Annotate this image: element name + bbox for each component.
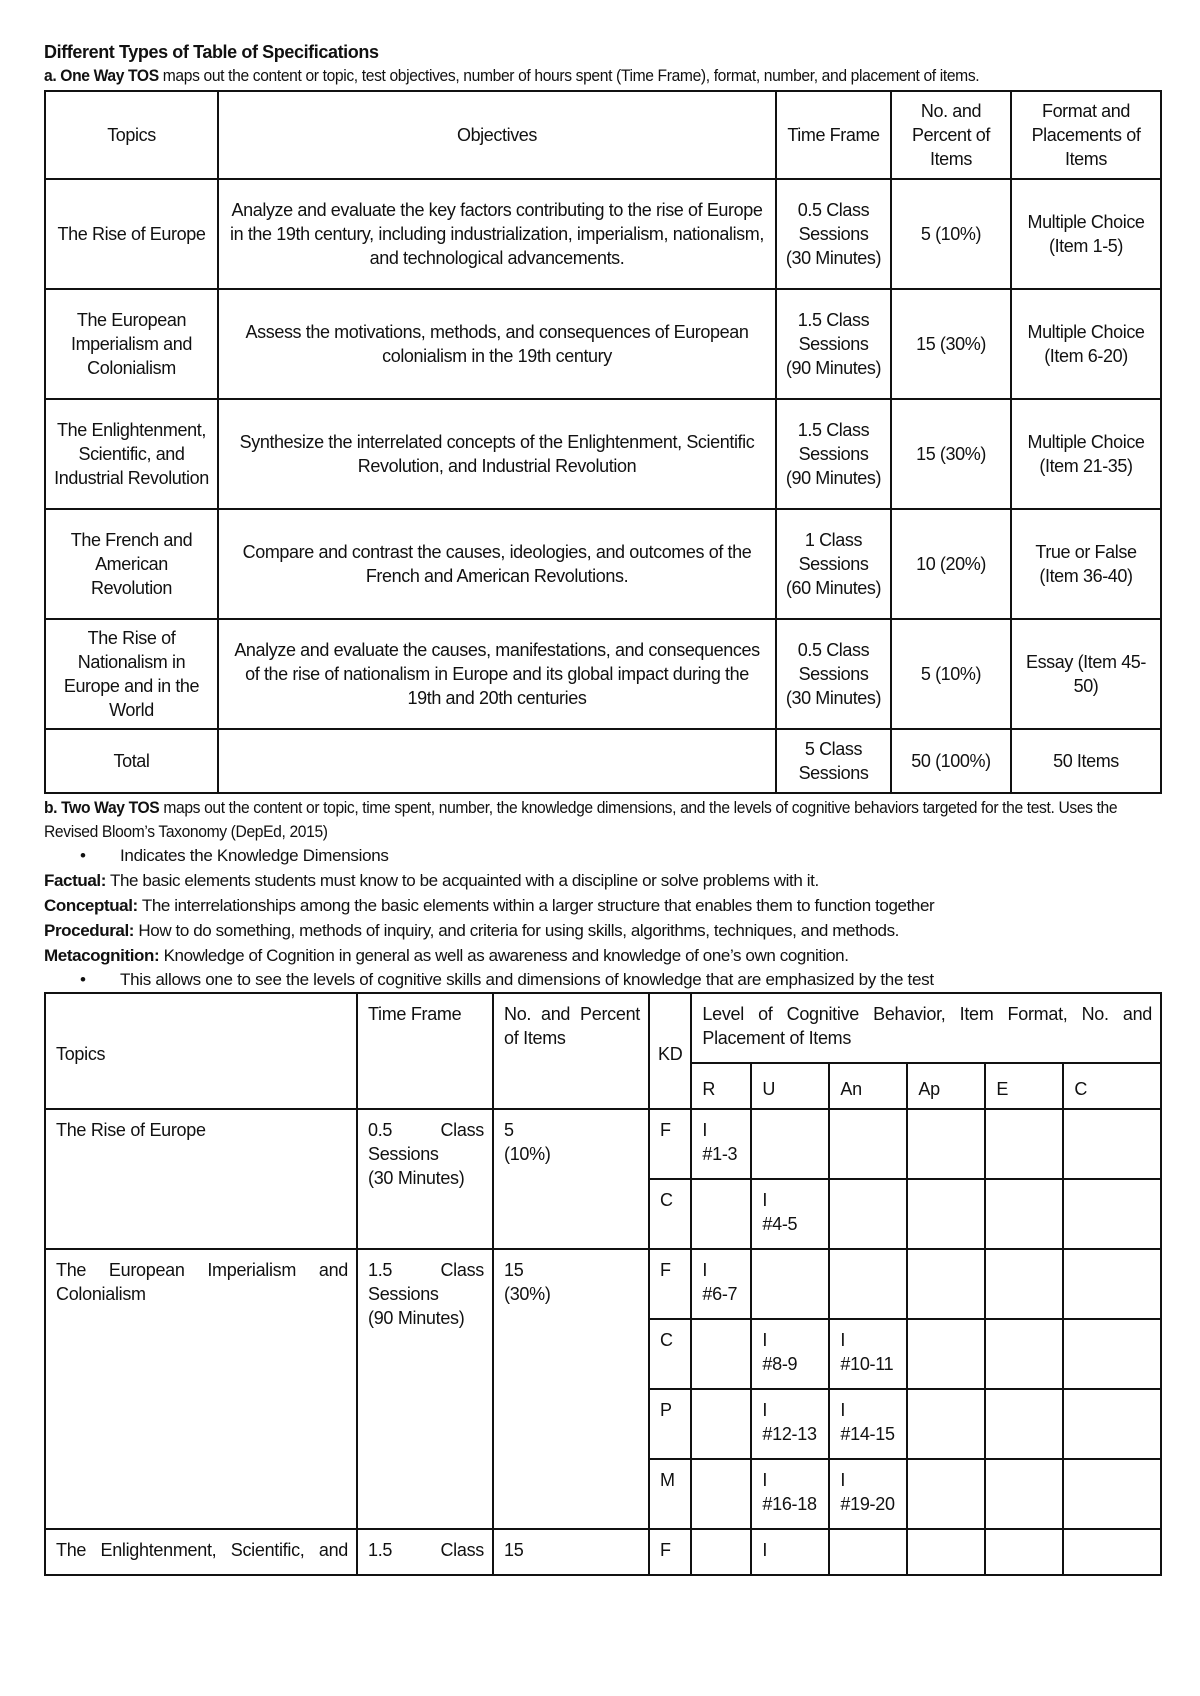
table-row [45,1529,1161,1575]
cell-level-an [829,1529,907,1575]
cell-level-r [691,1459,751,1529]
table-row [45,509,1161,619]
two-way-intro [44,796,1162,844]
table-header-row [45,993,1161,1063]
cell-level-r [691,1249,751,1319]
cell-time-frame: 1.5 Class Sessions (90 Minutes) [776,399,891,509]
cell-objective: Analyze and evaluate the causes, manifestations, and consequences of the rise of nationalism in Europe and its global impact during the 19th and 20th centuries [218,619,776,729]
cell-format: Essay (Item 45-50) [1011,619,1161,729]
time-unit: Class [440,1540,484,1560]
cell-objective: Synthesize the interrelated concepts of the Enlightenment, Scientific Revolution, and Industrial Revolution [218,399,776,509]
header-level-c: C [1063,1063,1161,1109]
cell-level-c [1063,1179,1161,1249]
cell-kd: P [649,1389,691,1459]
num-percent: (10%) [504,1144,551,1164]
cell-level-an [829,1109,907,1179]
cell-level-an [829,1249,907,1319]
definition-term: Factual: [44,871,106,890]
cell-total-label: Total [45,729,218,793]
cell-level-ap [907,1459,985,1529]
cell-topic [45,1249,357,1529]
topic-line-1: The European Imperialism and [56,1260,348,1280]
cell-level-ap [907,1389,985,1459]
definitions [44,868,1162,968]
cell-no-percent: 10 (20%) [891,509,1011,619]
one-way-tos-table [44,90,1162,794]
item-format: I [840,1330,846,1350]
item-format: I [762,1190,768,1210]
item-placement: #16-18 [762,1494,817,1514]
item-placement: #8-9 [762,1354,798,1374]
cell-level-e [985,1179,1063,1249]
item-format: I [702,1120,708,1140]
two-way-text: maps out the content or topic, time spent, number, the knowledge dimensions, and the levels of cognitive behaviors targeted for the test. Uses the Revised Bloom’s Taxonomy (DepEd, 2015) [44,798,1118,841]
bullet-item [44,968,1162,992]
cell-no-percent [493,1249,649,1529]
topic-line-1: The Enlightenment, Scientific, and [56,1540,348,1560]
header-cognitive-level: Level of Cognitive Behavior, Item Format, No. and Placement of Items [691,993,1161,1063]
one-way-text: maps out the content or topic, test objectives, number of hours spent (Time Frame), format, number, and placement of items. [158,66,980,85]
cell-level-r [691,1319,751,1389]
cell-level-c [1063,1459,1161,1529]
definition-text: How to do something, methods of inquiry, and criteria for using skills, algorithms, techniques, and methods. [134,921,900,940]
table-row [45,289,1161,399]
cell-format: Multiple Choice (Item 21-35) [1011,399,1161,509]
cell-level-an [829,1389,907,1459]
definition-procedural [44,918,1162,943]
definition-text: The basic elements students must know to be acquainted with a discipline or solve problems with it. [105,871,819,890]
cell-time-frame: 0.5 Class Sessions (30 Minutes) [776,619,891,729]
cell-topic: The European Imperialism and Colonialism [45,289,218,399]
definition-term: Metacognition: [44,946,160,965]
cell-level-u [751,1179,829,1249]
cell-level-r [691,1109,751,1179]
header-no-percent: No. and Percent of Items [493,993,649,1109]
cell-level-r [691,1179,751,1249]
cell-level-c [1063,1109,1161,1179]
cell-level-r [691,1529,751,1575]
definition-conceptual [44,893,1162,918]
cell-time-frame: 1.5 Class Sessions (90 Minutes) [776,289,891,399]
header-time-frame: Time Frame [357,993,493,1109]
bullet-icon: • [80,970,86,989]
cell-objective: Compare and contrast the causes, ideologies, and outcomes of the French and American Revolutions. [218,509,776,619]
item-format: I [762,1330,768,1350]
time-value: 1.5 [368,1260,393,1280]
table-row [45,1249,1161,1319]
num-items: 5 [504,1120,514,1140]
definition-text: Knowledge of Cognition in general as well as awareness and knowledge of one’s own cognition. [159,946,849,965]
cell-no-percent: 15 [493,1529,649,1575]
cell-total-format: 50 Items [1011,729,1161,793]
cell-topic: The Rise of Europe [45,1109,357,1249]
two-way-tos-table [44,992,1162,1576]
cell-kd: C [649,1319,691,1389]
item-placement: #1-3 [702,1144,738,1164]
cell-total-objective [218,729,776,793]
cell-level-u [751,1109,829,1179]
item-placement: #10-11 [840,1354,894,1374]
cell-format: True or False (Item 36-40) [1011,509,1161,619]
item-format: I [840,1400,846,1420]
cell-kd: F [649,1249,691,1319]
cell-objective: Analyze and evaluate the key factors contributing to the rise of Europe in the 19th century, including industrialization, imperialism, nationalism, and technological advancements. [218,179,776,289]
cell-level-u [751,1249,829,1319]
table-row [45,1109,1161,1179]
table-total-row [45,729,1161,793]
time-value: 0.5 [368,1120,393,1140]
cell-time-frame: 1 Class Sessions (60 Minutes) [776,509,891,619]
cell-topic: The French and American Revolution [45,509,218,619]
cell-kd: F [649,1109,691,1179]
definition-metacognition [44,943,1162,968]
item-placement: #12-13 [762,1424,817,1444]
bullet-text: This allows one to see the levels of cognitive skills and dimensions of knowledge that are emphasized by the test [120,970,934,989]
cell-no-percent [493,1109,649,1249]
cell-level-e [985,1459,1063,1529]
item-format: I [702,1260,708,1280]
time-value: 1.5 [368,1540,393,1560]
item-placement: #6-7 [702,1284,738,1304]
cell-level-u [751,1319,829,1389]
header-level-an: An [829,1063,907,1109]
cell-total-time: 5 Class Sessions [776,729,891,793]
cell-level-c [1063,1249,1161,1319]
item-placement: #19-20 [840,1494,895,1514]
definition-term: Conceptual: [44,896,138,915]
cell-no-percent: 5 (10%) [891,179,1011,289]
cell-level-an [829,1459,907,1529]
cell-level-e [985,1389,1063,1459]
table-header-row [45,91,1161,179]
cell-level-an [829,1179,907,1249]
document-title: Different Types of Table of Specifications [44,42,379,62]
cell-topic: The Rise of Nationalism in Europe and in the World [45,619,218,729]
bullet-text: Indicates the Knowledge Dimensions [120,846,389,865]
cell-topic: The Enlightenment, Scientific, and Industrial Revolution [45,399,218,509]
cell-kd: C [649,1179,691,1249]
cell-level-c [1063,1389,1161,1459]
cell-no-percent: 15 (30%) [891,399,1011,509]
cell-kd: M [649,1459,691,1529]
document-page [44,40,1162,1576]
item-placement: #14-15 [840,1424,895,1444]
cell-time-frame [357,1109,493,1249]
cell-time-frame [357,1249,493,1529]
cell-level-r [691,1389,751,1459]
item-format: I [762,1400,768,1420]
num-percent: (30%) [504,1284,551,1304]
two-way-lead: b. Two Way TOS [44,798,160,817]
cell-level-ap [907,1179,985,1249]
num-items: 15 [504,1260,524,1280]
cell-level-an [829,1319,907,1389]
one-way-lead: a. One Way TOS [44,66,159,85]
table-row [45,399,1161,509]
cell-format: Multiple Choice (Item 1-5) [1011,179,1161,289]
time-minutes: (30 Minutes) [368,1168,465,1188]
cell-topic: The Rise of Europe [45,179,218,289]
bullet-item [44,844,1162,868]
cell-level-e [985,1319,1063,1389]
header-format-placement: Format and Placements of Items [1011,91,1161,179]
cell-topic [45,1529,357,1575]
header-no-percent: No. and Percent of Items [891,91,1011,179]
item-format: I [762,1470,768,1490]
definition-text: The interrelationships among the basic elements within a larger structure that enables them to function together [137,896,935,915]
cell-level-ap [907,1109,985,1179]
cell-level-ap [907,1529,985,1575]
cell-level-e [985,1249,1063,1319]
bullet-icon: • [80,846,86,865]
cell-level-u: I [751,1529,829,1575]
cell-total-items: 50 (100%) [891,729,1011,793]
cell-format: Multiple Choice (Item 6-20) [1011,289,1161,399]
cell-level-u [751,1389,829,1459]
item-format: I [840,1470,846,1490]
cell-level-c [1063,1529,1161,1575]
cell-kd: F [649,1529,691,1575]
cell-level-u [751,1459,829,1529]
cell-level-ap [907,1249,985,1319]
header-objectives: Objectives [218,91,776,179]
time-unit: Class [440,1260,484,1280]
time-unit-2: Sessions [368,1284,439,1304]
item-placement: #4-5 [762,1214,798,1234]
definition-factual [44,868,1162,893]
cell-no-percent: 5 (10%) [891,619,1011,729]
table-row [45,179,1161,289]
cell-time-frame: 0.5 Class Sessions (30 Minutes) [776,179,891,289]
time-minutes: (90 Minutes) [368,1308,465,1328]
cell-level-e [985,1109,1063,1179]
definition-term: Procedural: [44,921,135,940]
cell-level-e [985,1529,1063,1575]
cell-level-ap [907,1319,985,1389]
cell-objective: Assess the motivations, methods, and consequences of European colonialism in the 19th century [218,289,776,399]
one-way-intro [44,64,1162,88]
header-level-e: E [985,1063,1063,1109]
header-time-frame: Time Frame [776,91,891,179]
cell-level-c [1063,1319,1161,1389]
cell-time-frame [357,1529,493,1575]
header-topics: Topics [45,993,357,1109]
header-level-r: R [691,1063,751,1109]
cell-no-percent: 15 (30%) [891,289,1011,399]
header-topics: Topics [45,91,218,179]
header-level-u: U [751,1063,829,1109]
time-unit: Class [440,1120,484,1140]
time-unit-2: Sessions [368,1144,439,1164]
topic-line-2: Colonialism [56,1284,146,1304]
table-row [45,619,1161,729]
header-kd: KD [649,993,691,1109]
header-level-ap: Ap [907,1063,985,1109]
